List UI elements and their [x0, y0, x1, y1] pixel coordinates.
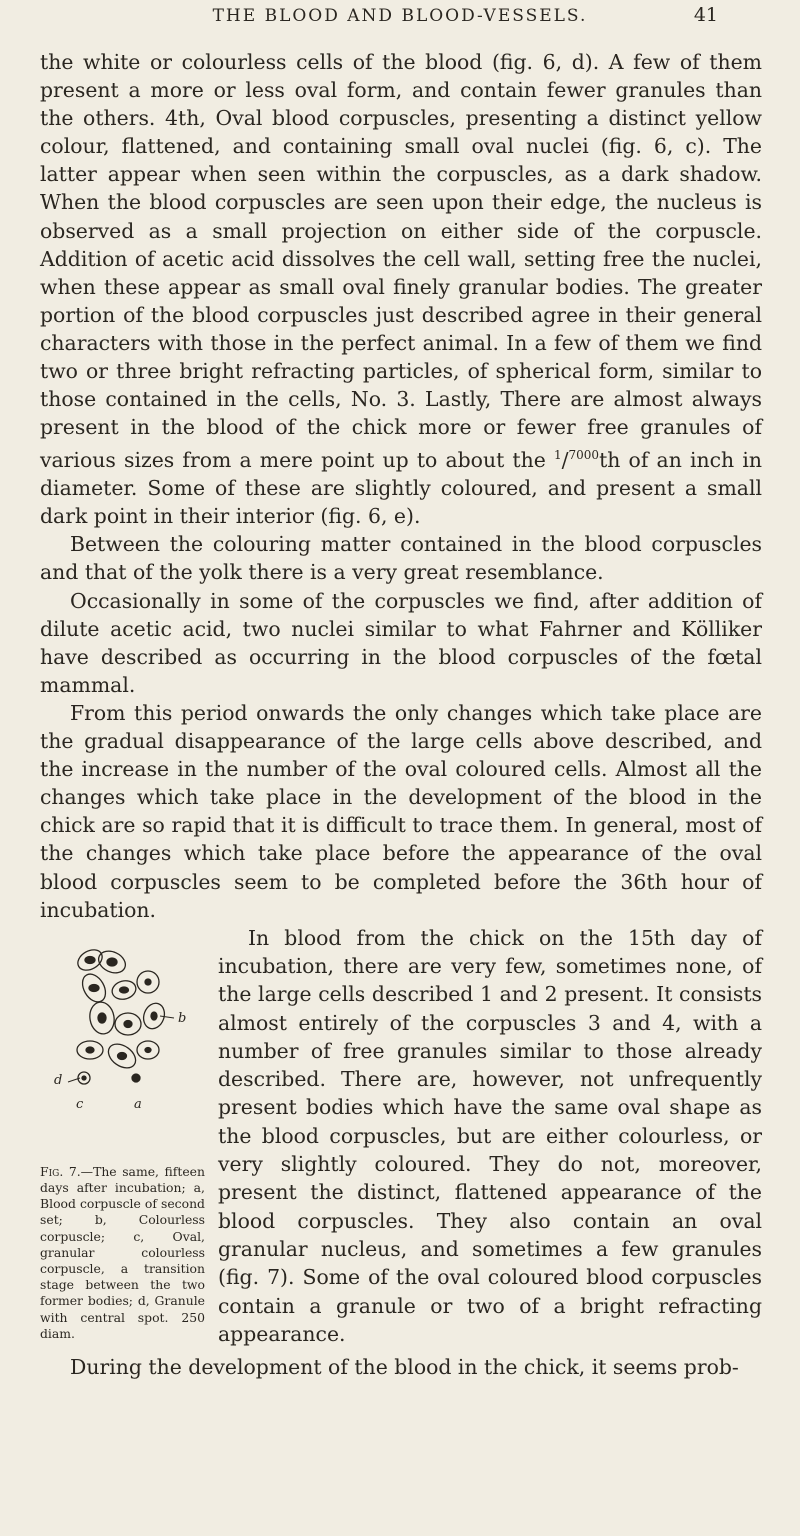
paragraph-fifteenth-day: In blood from the chick on the 15th day of incubation, there are very few, sometimes none, of the large cells described 1 and 2 present. It consists almost entirely of the corpuscles 3 and 4, with a number of free granules similar to those already described. There are, however, not unfrequently present bodies which have the same oval shape as the blood corpuscles, but are either colourless, or very slightly coloured. They do not, moreover, present the distinct, flattened appearance of the blood corpuscles. They also contain an oval granular nucleus, and sometimes a few granules (fig. 7). Some of the oval coloured blood corpuscles contain a granule or two of a bright refracting appearance.	[218, 925, 762, 1346]
bottom-text	[40, 1353, 762, 1381]
figure-caption-text: —The same, fifteen days after incubation; a, Blood corpuscle of second set; b, Colourless corpuscle; c, Oval, granular colourless corpuscle, a transition stage between the two former bodies; d, Granule with central spot. 250 diam.	[40, 1163, 205, 1341]
side-text	[218, 924, 762, 1348]
label-a: a	[134, 1096, 142, 1112]
figure-caption	[40, 1164, 205, 1342]
paragraph-last-line: During the development of the blood in the chick, it seems prob-	[70, 1355, 739, 1379]
label-b: b	[178, 1010, 187, 1026]
paragraph-blood-cells	[40, 48, 762, 530]
paragraph-text: the white or colourless cells of the blood (fig. 6, d). A few of them present a more or less oval form, and contain fewer granules than the others. 4th, Oval blood corpuscles, presenting a distinct yellow colour, flattened, and containing small oval nuclei (fig. 6, c). The latter appear when seen within the corpuscles, as a dark shadow. When the blood corpuscles are seen upon their edge, the nucleus is observed as a small projection on either side of the corpuscle. Addition of acetic acid dissolves the cell wall, setting free the nuclei, when these appear as small oval finely granular bodies. The greater portion of the blood corpuscles just described agree in their general characters with those in the perfect animal. In a few of them we find two or three bright refracting particles, of spherical form, similar to those contained in the cells, No. 3. Lastly, There are almost always present in the blood of the chick more or fewer free granules of various sizes from a mere point up to about the	[40, 50, 762, 473]
fraction-suffix: th	[599, 448, 621, 473]
paragraph-changes: From this period onwards the only changes which take place are the gradual disappearance of the large cells above described, and the increase in the number of the oval coloured cells. Almost all the changes which take place in the development of the blood in the chick are so rapid that it is difficult to trace them. In general, most of the changes which take place before the appearance of the oval blood corpuscles seem to be completed before the 36th hour of incubation.	[40, 700, 762, 922]
label-c: c	[76, 1096, 84, 1112]
body-text	[40, 48, 762, 1536]
paragraph-nuclei: Occasionally in some of the corpuscles we find, after addition of dilute acetic acid, two nuclei similar to what Fahrner and Kölliker have described as occurring in the blood corpuscles of the fœtal mammal.	[40, 588, 762, 697]
page-number: 41	[693, 4, 718, 26]
fraction-denominator: 7000	[568, 448, 600, 463]
label-d: d	[54, 1072, 63, 1088]
running-title: THE BLOOD AND BLOOD-VESSELS.	[212, 6, 588, 26]
figure-section	[40, 924, 762, 1536]
blood-corpuscles-illustration	[50, 932, 200, 1112]
fraction: $^1$/$^{7000}$th	[554, 448, 621, 473]
paragraph-colouring-matter: Between the colouring matter contained in the blood corpuscles and that of the yolk there is a very great resemblance.	[40, 532, 762, 585]
paragraph-text-continued: of an inch in diameter. Some of these are slightly coloured, and present a small dark point in their interior (fig. 6, e).	[40, 448, 762, 529]
fraction-numerator: 1	[554, 448, 562, 463]
figure-number: Fig. 7.	[40, 1163, 81, 1179]
